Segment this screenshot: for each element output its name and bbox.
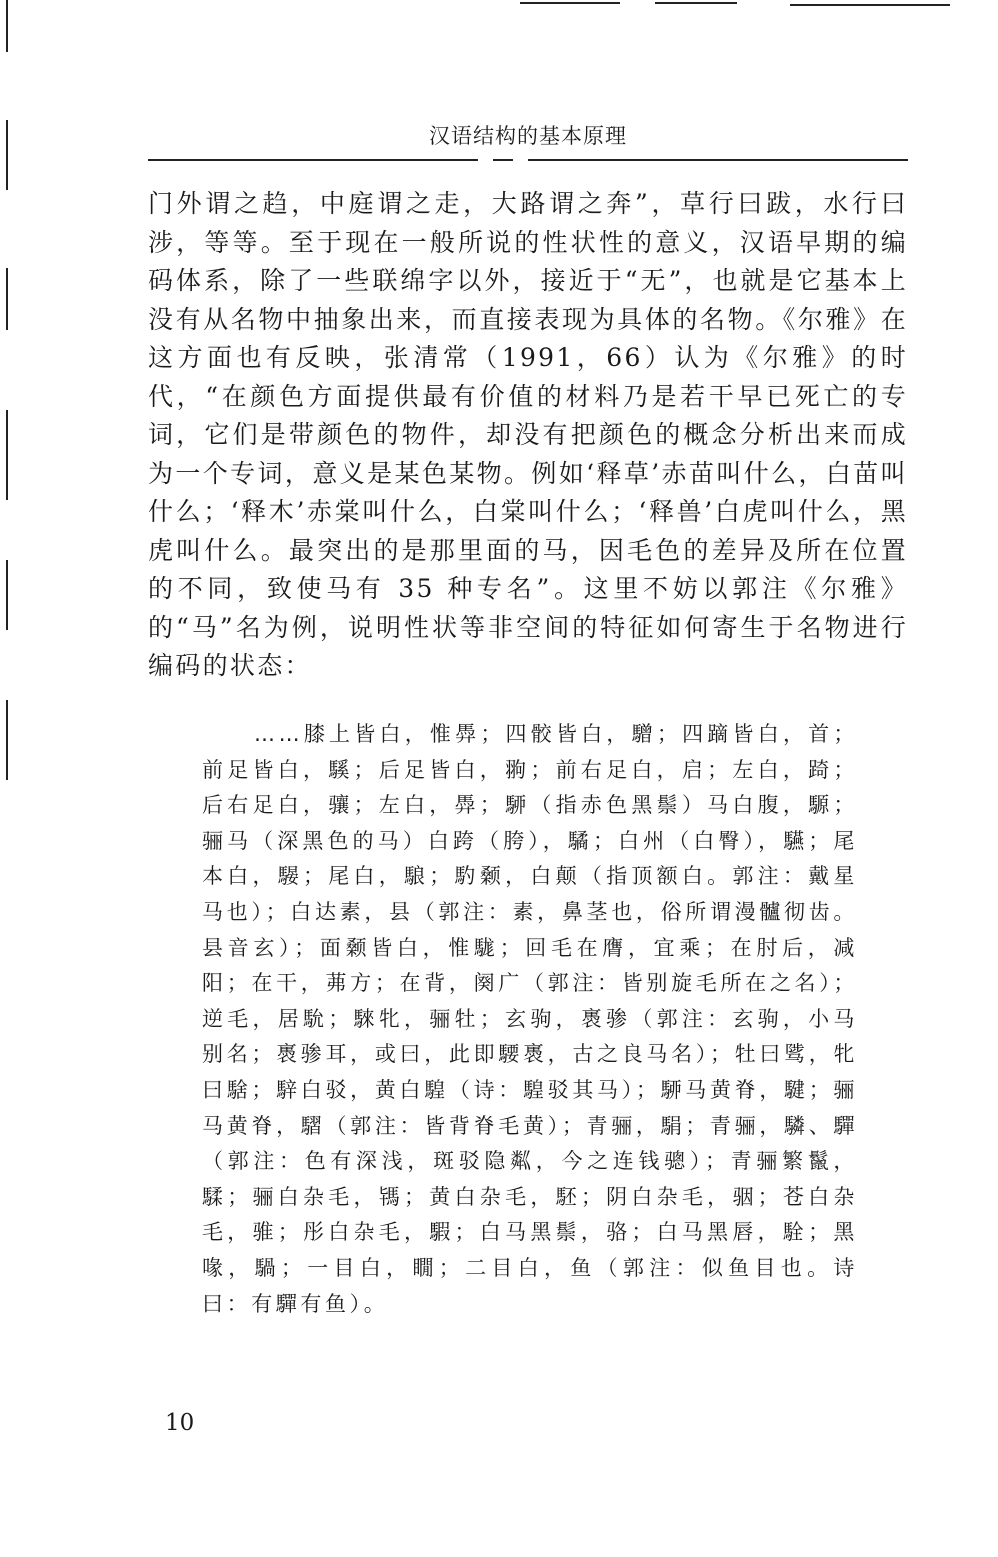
scan-margin-mark [6,0,8,52]
scan-top-line [520,2,620,4]
block-quote-text: ……膝上皆白，惟馵；四骹皆白，驓；四蹢皆白，首；前足皆白，騱；后足皆白，翑；前右足白，启；左白，踦；后右足白，骧；左白，馵；駵（指赤色黑鬃）马白腹，騵；骊马（深黑色的马）白跨（胯），驈；白州（白臀），驠；尾本白，騴；尾白，駺；馰颡，白颠（指顶额白。郭注：戴星马也）；白达素，县（郭注：素，鼻茎也，俗所谓漫髗彻齿。县音玄）；面颡皆白，惟駹；回毛在膺，宜乘；在肘后，减阳；在干，茀方；在背，阕广（郭注：皆别旋毛所在之名）；逆毛，居馻；騋牝，骊牡；玄驹，褭骖（郭注：玄驹，小马别名；褭骖耳，或曰，此即騕褭，古之良马名）；牡曰骘，牝曰騇；騂白驳，黄白騜（诗：騜驳其马）；駵马黄脊，騝；骊马黄脊，騽（郭注：皆背脊毛黄）；青骊，駽；青骊，驎、驒（郭注：色有深浅，斑驳隐粼，今之连钱骢）；青骊繁鬣，騥；骊白杂毛，駂；黄白杂毛，駓；阴白杂毛，骃；苍白杂毛，骓；彤白杂毛，騢；白马黑鬃，骆；白马黑唇，駩；黑喙，騧；一目白，瞯；二目白，鱼（郭注：似鱼目也。诗曰：有驒有鱼）。 [202,722,858,1316]
header-rule [528,159,908,161]
header-rule [148,159,478,161]
scan-margin-mark [6,268,8,330]
block-quote [202,717,858,1322]
scan-margin-mark [6,410,8,500]
scan-top-line [655,2,737,4]
page-number: 10 [165,1410,195,1436]
running-header: 汉语结构的基本原理 [429,124,627,148]
scan-margin-mark [6,700,8,780]
header-rule [493,159,513,161]
scan-margin-mark [6,560,8,630]
scan-top-line [790,4,950,6]
body-paragraph: 门外谓之趋，中庭谓之走，大路谓之奔”，草行曰跋，水行曰涉，等等。至于现在一般所说的性状性的意义，汉语早期的编码体系，除了一些联绵字以外，接近于“无”，也就是它基本上没有从名物中抽象出来，而直接表现为具体的名物。《尔雅》在这方面也有反映，张清常（1991，66）认为《尔雅》的时代，“在颜色方面提供最有价值的材料乃是若干早已死亡的专词，它们是带颜色的物件，却没有把颜色的概念分析出来而成为一个专词，意义是某色某物。例如‘释草’赤苗叫什么，白苗叫什么；‘释木’赤棠叫什么，白棠叫什么；‘释兽’白虎叫什么，黑虎叫什么。最突出的是那里面的马，因毛色的差异及所在位置的不同，致使马有 35 种专名”。这里不妨以郭注《尔雅》的“马”名为例，说明性状等非空间的特征如何寄生于名物进行编码的状态： [148,189,908,680]
scan-margin-mark [6,120,8,190]
